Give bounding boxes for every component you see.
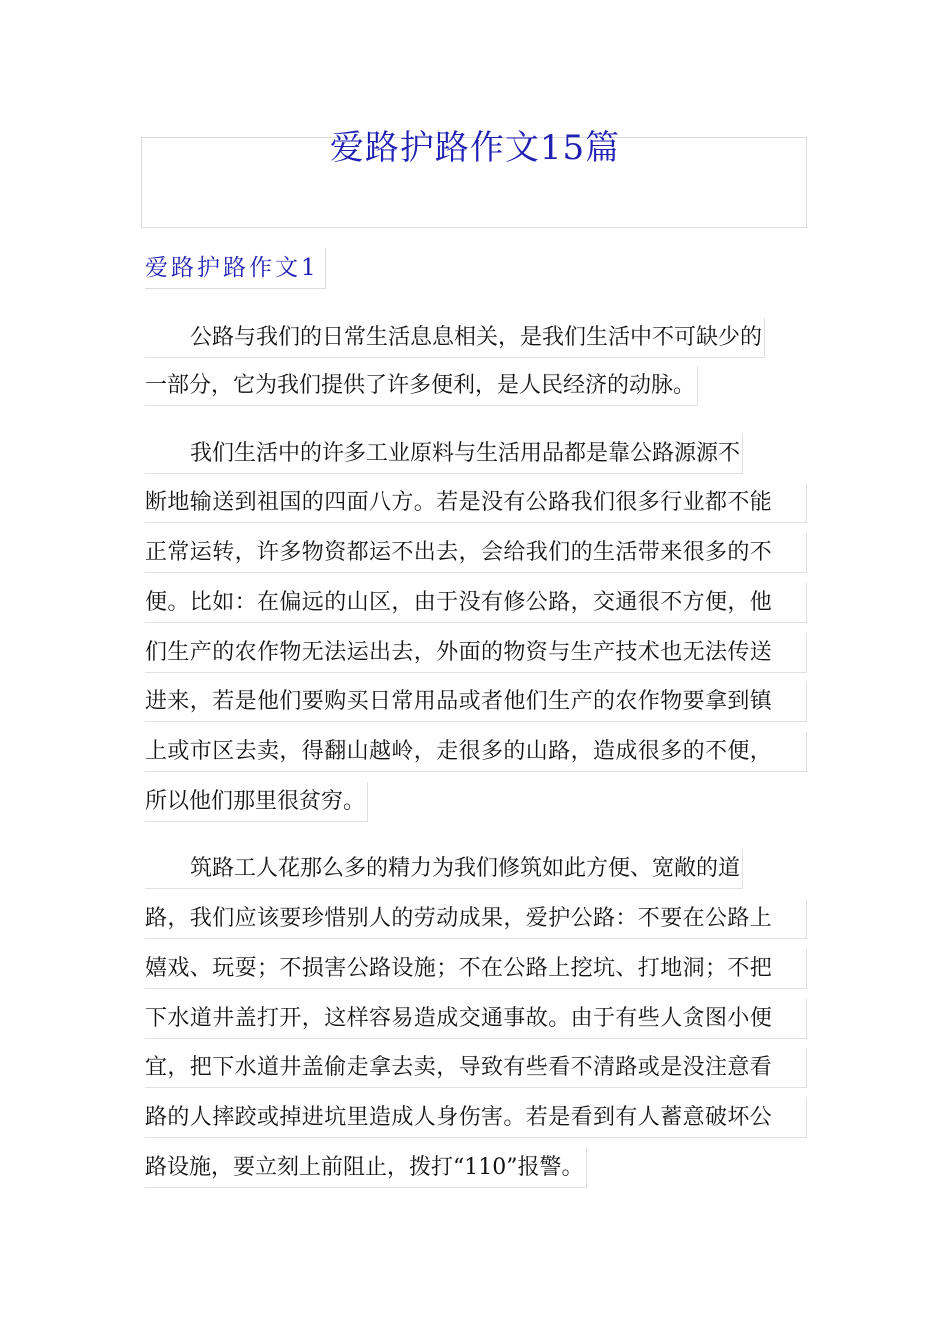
paragraph-3-line-3: 嬉戏、玩耍；不损害公路设施；不在公路上挖坑、打地洞；不把 [145,949,807,989]
paragraph-2-line-2: 断地输送到祖国的四面八方。若是没有公路我们很多行业都不能 [145,483,807,523]
paragraph-3-line-5: 宜，把下水道井盖偷走拿去卖，导致有些看不清路或是没注意看 [145,1048,807,1088]
paragraph-3-line-7: 路设施，要立刻上前阻止，拨打“110”报警。 [145,1148,587,1188]
document-title: 爱路护路作文15篇 [329,128,621,168]
paragraph-2-line-6: 进来，若是他们要购买日常用品或者他们生产的农作物要拿到镇 [145,682,807,722]
paragraph-3-line-4: 下水道井盖打开，这样容易造成交通事故。由于有些人贪图小便 [145,999,807,1039]
paragraph-2-line-5: 们生产的农作物无法运出去，外面的物资与生产技术也无法传送 [145,633,807,673]
paragraph-2-line-3: 正常运转，许多物资都运不出去，会给我们的生活带来很多的不 [145,533,807,573]
paragraph-2-line-1: 我们生活中的许多工业原料与生活用品都是靠公路源源不 [145,434,743,474]
paragraph-1-line-2: 一部分，它为我们提供了许多便利，是人民经济的动脉。 [145,366,698,406]
paragraph-3-line-1: 筑路工人花那么多的精力为我们修筑如此方便、宽敞的道 [145,849,743,889]
paragraph-2-line-8: 所以他们那里很贫穷。 [145,782,368,822]
section-heading: 爱路护路作文1 [145,248,326,289]
paragraph-3-line-6: 路的人摔跤或掉进坑里造成人身伤害。若是看到有人蓄意破坏公 [145,1098,807,1138]
paragraph-2-line-7: 上或市区去卖，得翻山越岭，走很多的山路，造成很多的不便， [145,732,807,772]
paragraph-1-line-1: 公路与我们的日常生活息息相关，是我们生活中不可缺少的 [145,318,765,358]
paragraph-3-line-2: 路，我们应该要珍惜别人的劳动成果，爱护公路：不要在公路上 [145,899,807,939]
paragraph-2-line-4: 便。比如：在偏远的山区，由于没有修公路，交通很不方便，他 [145,583,807,623]
